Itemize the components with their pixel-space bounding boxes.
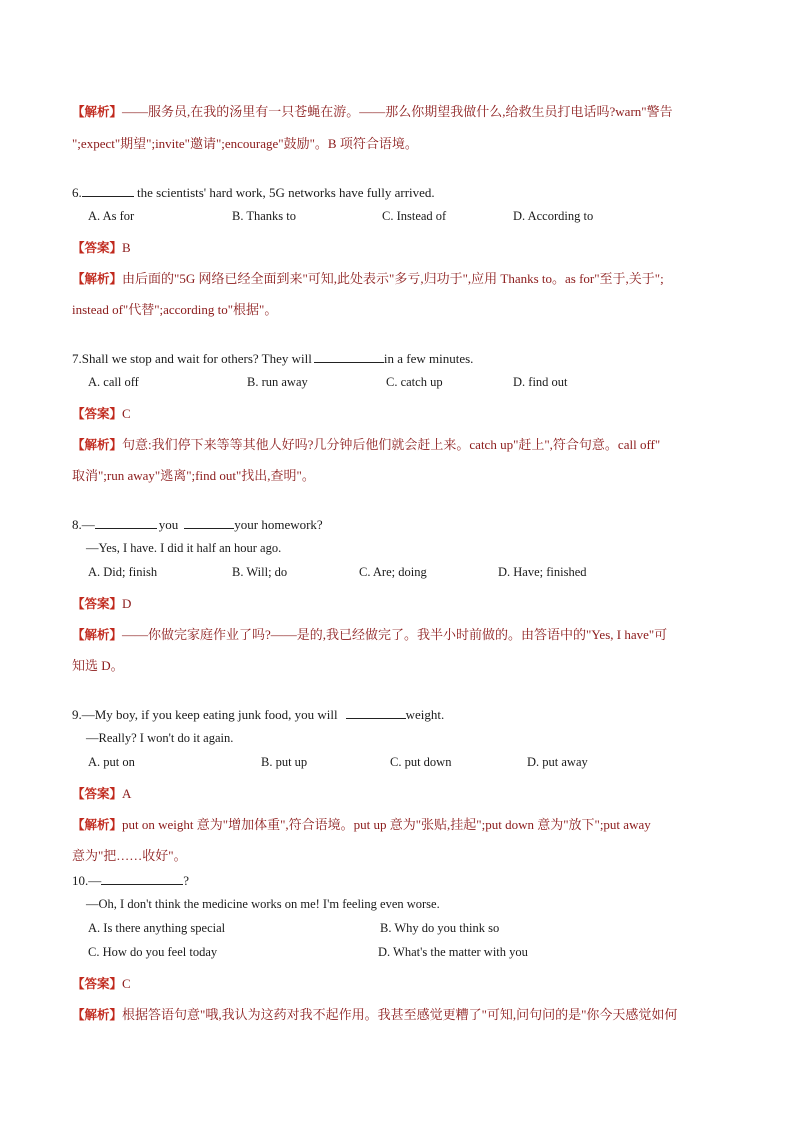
q7-answer-value: C (122, 406, 131, 421)
q8-reply: —Yes, I have. I did it half an hour ago. (86, 541, 282, 555)
q9-stem (72, 706, 444, 723)
q10-number: 10. (72, 873, 89, 888)
q9-option-b: B. put up (261, 755, 308, 769)
q7-stem (72, 350, 473, 367)
q10-dash: — (88, 873, 102, 888)
q10-option-b: B. Why do you think so (380, 921, 500, 935)
q8-option-d: D. Have; finished (498, 565, 587, 579)
q8-number: 8. (72, 517, 82, 532)
q6-stem-text: the scientists' hard work, 5G networks have fully arrived. (133, 185, 435, 200)
q9-number: 9. (72, 707, 82, 722)
q10-stem-after: ? (183, 873, 190, 888)
q6-answer-value: B (122, 240, 131, 255)
q8-option-b: B. Will; do (232, 565, 288, 579)
answer-tag: 【答案】 (72, 240, 123, 255)
analysis-tag: 【解析】 (72, 627, 123, 642)
answer-tag: 【答案】 (72, 406, 123, 421)
q7-analysis-line1 (72, 437, 660, 453)
answer-tag: 【答案】 (72, 786, 123, 801)
q6-answer (72, 240, 131, 256)
q9-reply: —Really? I won't do it again. (86, 731, 234, 745)
analysis-tag: 【解析】 (72, 271, 123, 286)
q8-stem (72, 516, 323, 533)
q9-stem-after: weight. (405, 707, 445, 722)
q7-answer (72, 406, 131, 422)
q8-analysis-text1: ——你做完家庭作业了吗?——是的,我已经做完了。我半小时前做的。由答语中的"Yes, I have"可 (122, 627, 668, 642)
q6-blank (82, 184, 134, 197)
q5-analysis-line1 (72, 104, 673, 120)
q7-number: 7. (72, 351, 82, 366)
q5-analysis-line2 (72, 136, 418, 152)
q8-answer (72, 596, 131, 612)
analysis-tag: 【解析】 (72, 104, 123, 119)
analysis-tag: 【解析】 (72, 437, 123, 452)
q8-stem-mid: you (158, 517, 179, 532)
q8-answer-value: D (122, 596, 132, 611)
q9-analysis-line2 (72, 848, 187, 864)
q7-option-b: B. run away (247, 375, 308, 389)
q6-analysis-line2 (72, 302, 277, 318)
answer-tag: 【答案】 (72, 596, 123, 611)
q6-number: 6. (72, 185, 82, 200)
q9-stem-before: —My boy, if you keep eating junk food, you will (81, 707, 338, 722)
q10-blank (101, 872, 183, 885)
q7-option-c: C. catch up (386, 375, 443, 389)
q10-option-d: D. What's the matter with you (378, 945, 528, 959)
q6-stem (72, 184, 435, 201)
q7-option-a: A. call off (88, 375, 139, 389)
q6-analysis-line1 (72, 271, 664, 287)
q10-analysis-text1: 根据答语句意"哦,我认为这药对我不起作用。我甚至感觉更糟了"可知,问句问的是"你今天感觉如何 (122, 1007, 678, 1022)
q8-analysis-line2 (72, 658, 124, 674)
q8-dash: — (81, 517, 95, 532)
q8-blank-1 (95, 516, 157, 529)
q9-option-d: D. put away (527, 755, 588, 769)
q6-analysis-text1: 由后面的"5G 网络已经全面到来"可知,此处表示"多亏,归功于",应用 Thanks to。as for"至于,关于"; (122, 271, 664, 286)
q10-answer (72, 976, 131, 992)
q10-option-a: A. Is there anything special (88, 921, 226, 935)
q8-analysis-line1 (72, 627, 667, 643)
q9-analysis-line1 (72, 817, 651, 833)
q8-blank-2 (184, 516, 234, 529)
q9-option-c: C. put down (390, 755, 452, 769)
q9-answer (72, 786, 131, 802)
q7-stem-before: Shall we stop and wait for others? They will (81, 351, 312, 366)
q8-option-c: C. Are; doing (359, 565, 427, 579)
q9-analysis-text2: 意为"把……收好"。 (72, 848, 187, 863)
q6-option-a: A. As for (88, 209, 135, 223)
q6-option-c: C. Instead of (382, 209, 447, 223)
q7-analysis-text1: 句意:我们停下来等等其他人好吗?几分钟后他们就会赶上来。catch up"赶上",符合句意。call off" (122, 437, 661, 452)
q9-analysis-text1: put on weight 意为"增加体重",符合语境。put up 意为"张贴,挂起";put down 意为"放下";put away (122, 817, 651, 832)
q9-option-a: A. put on (88, 755, 135, 769)
q6-option-d: D. According to (513, 209, 594, 223)
q7-analysis-text2: 取消";run away"逃离";find out"找出,查明"。 (72, 468, 315, 483)
q5-analysis-text1: ——服务员,在我的汤里有一只苍蝇在游。——那么你期望我做什么,给救生员打电话吗?warn"警告 (122, 104, 673, 119)
q7-stem-after: in a few minutes. (383, 351, 474, 366)
q6-option-b: B. Thanks to (232, 209, 297, 223)
analysis-tag: 【解析】 (72, 1007, 123, 1022)
q6-analysis-text2: instead of"代替";according to"根据"。 (72, 302, 278, 317)
q10-option-c: C. How do you feel today (88, 945, 218, 959)
q9-answer-value: A (122, 786, 132, 801)
q7-analysis-line2 (72, 468, 315, 484)
answer-tag: 【答案】 (72, 976, 123, 991)
q7-blank (314, 350, 384, 363)
q9-blank (346, 706, 406, 719)
q10-answer-value: C (122, 976, 131, 991)
q7-option-d: D. find out (513, 375, 568, 389)
q5-analysis-text2: ";expect"期望";invite"邀请";encourage"鼓励"。B 项符合语境。 (72, 136, 418, 151)
q8-option-a: A. Did; finish (88, 565, 158, 579)
q10-stem (72, 872, 189, 889)
q10-analysis-line1 (72, 1007, 677, 1023)
q8-analysis-text2: 知选 D。 (72, 658, 124, 673)
q10-reply: —Oh, I don't think the medicine works on me! I'm feeling even worse. (86, 897, 440, 911)
analysis-tag: 【解析】 (72, 817, 123, 832)
q8-stem-after: your homework? (234, 517, 323, 532)
